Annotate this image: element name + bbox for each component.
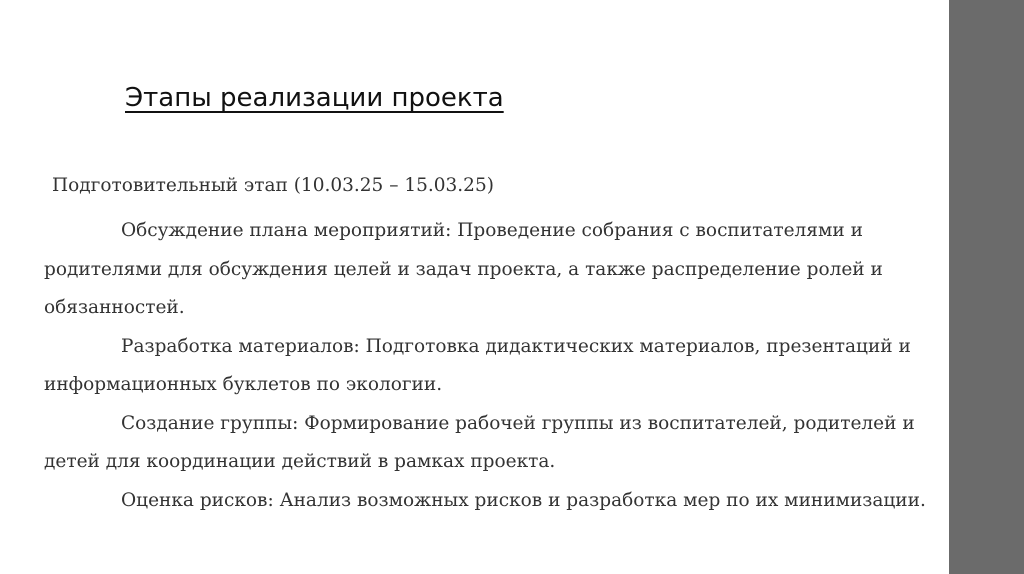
- item-list: [44, 212, 936, 520]
- list-item-text: Создание группы: Формирование рабочей группы из воспитателей, родителей и детей для координации действий в рамках проекта.: [44, 412, 915, 472]
- list-item: [44, 482, 936, 521]
- list-item: [44, 405, 936, 482]
- phase-heading: Подготовительный этап (10.03.25 – 15.03.25): [52, 175, 494, 196]
- slide-title: Этапы реализации проекта: [125, 83, 504, 113]
- list-item: [44, 328, 936, 405]
- list-item-text: Оценка рисков: Анализ возможных рисков и разработка мер по их минимизации.: [121, 489, 926, 511]
- right-side-band: [949, 0, 1024, 574]
- list-item: [44, 212, 936, 328]
- list-item-text: Обсуждение плана мероприятий: Проведение собрания с воспитателями и родителями для обсуждения целей и задач проекта, а также распределение ролей и обязанностей.: [44, 220, 883, 318]
- list-item-text: Разработка материалов: Подготовка дидактических материалов, презентаций и информационных буклетов по экологии.: [44, 335, 911, 395]
